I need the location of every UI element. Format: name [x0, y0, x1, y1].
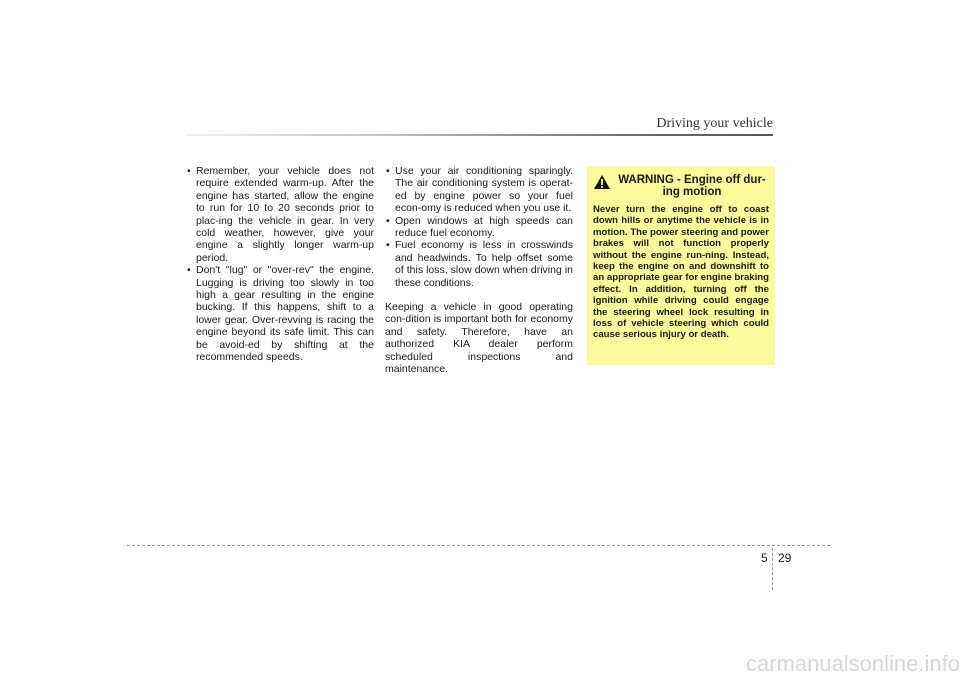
- warning-box: [587, 166, 775, 365]
- footer-rule: [127, 545, 830, 546]
- warning-triangle-icon: [593, 174, 611, 190]
- maintenance-paragraph: Keeping a vehicle in good operating con-dition is important both for economy and safety. Therefore, have an authorized KIA dealer perform scheduled inspections and maintenance.: [385, 301, 573, 376]
- warning-header: [593, 174, 769, 198]
- list-item: • Remember, your vehicle does not require extended warm-up. After the engine has started, allow the engine to run for 10 to 20 seconds prior to plac-ing the vehicle in gear. In very cold weather, however, give your engine a slightly longer warm-up period.: [186, 165, 374, 264]
- left-bullet-list: [186, 165, 374, 364]
- list-item: • Open windows at high speeds can reduce fuel economy.: [385, 215, 573, 240]
- page-number-divider: [772, 548, 773, 590]
- list-item: • Fuel economy is less in crosswinds and headwinds. To help offset some of this loss, slow down when driving in these conditions.: [385, 239, 573, 289]
- middle-bullet-list: [385, 165, 573, 289]
- warning-title: WARNING - Engine off dur-ing motion: [618, 174, 766, 198]
- left-column: [186, 165, 374, 364]
- watermark: carmanualsonline.info: [745, 651, 960, 676]
- page-number: 29: [778, 551, 792, 565]
- section-title: Driving your vehicle: [656, 116, 773, 131]
- list-item: • Use your air conditioning sparingly. The air conditioning system is operat-ed by engine power so your fuel econ-omy is reduced when you use it.: [385, 165, 573, 215]
- warning-body: Never turn the engine off to coast down hills or anytime the vehicle is in motion. The power steering and power brakes will not function properly without the engine run-ning. Instead, keep the engine on and downshift to an appropriate gear for engine braking effect. In addition, turning off the ignition while driving could engage the steering wheel lock resulting in loss of vehicle steering which could cause serious injury or death.: [593, 204, 769, 341]
- header-rule: [186, 134, 773, 136]
- middle-column: [385, 165, 573, 386]
- chapter-number: 5: [761, 551, 768, 565]
- list-item: • Don't "lug" or "over-rev" the engine. Lugging is driving too slowly in too high a gear resulting in the engine bucking. If this happens, shift to a lower gear. Over-revving is racing the engine beyond its safe limit. This can be avoid-ed by shifting at the recommended speeds.: [186, 264, 374, 363]
